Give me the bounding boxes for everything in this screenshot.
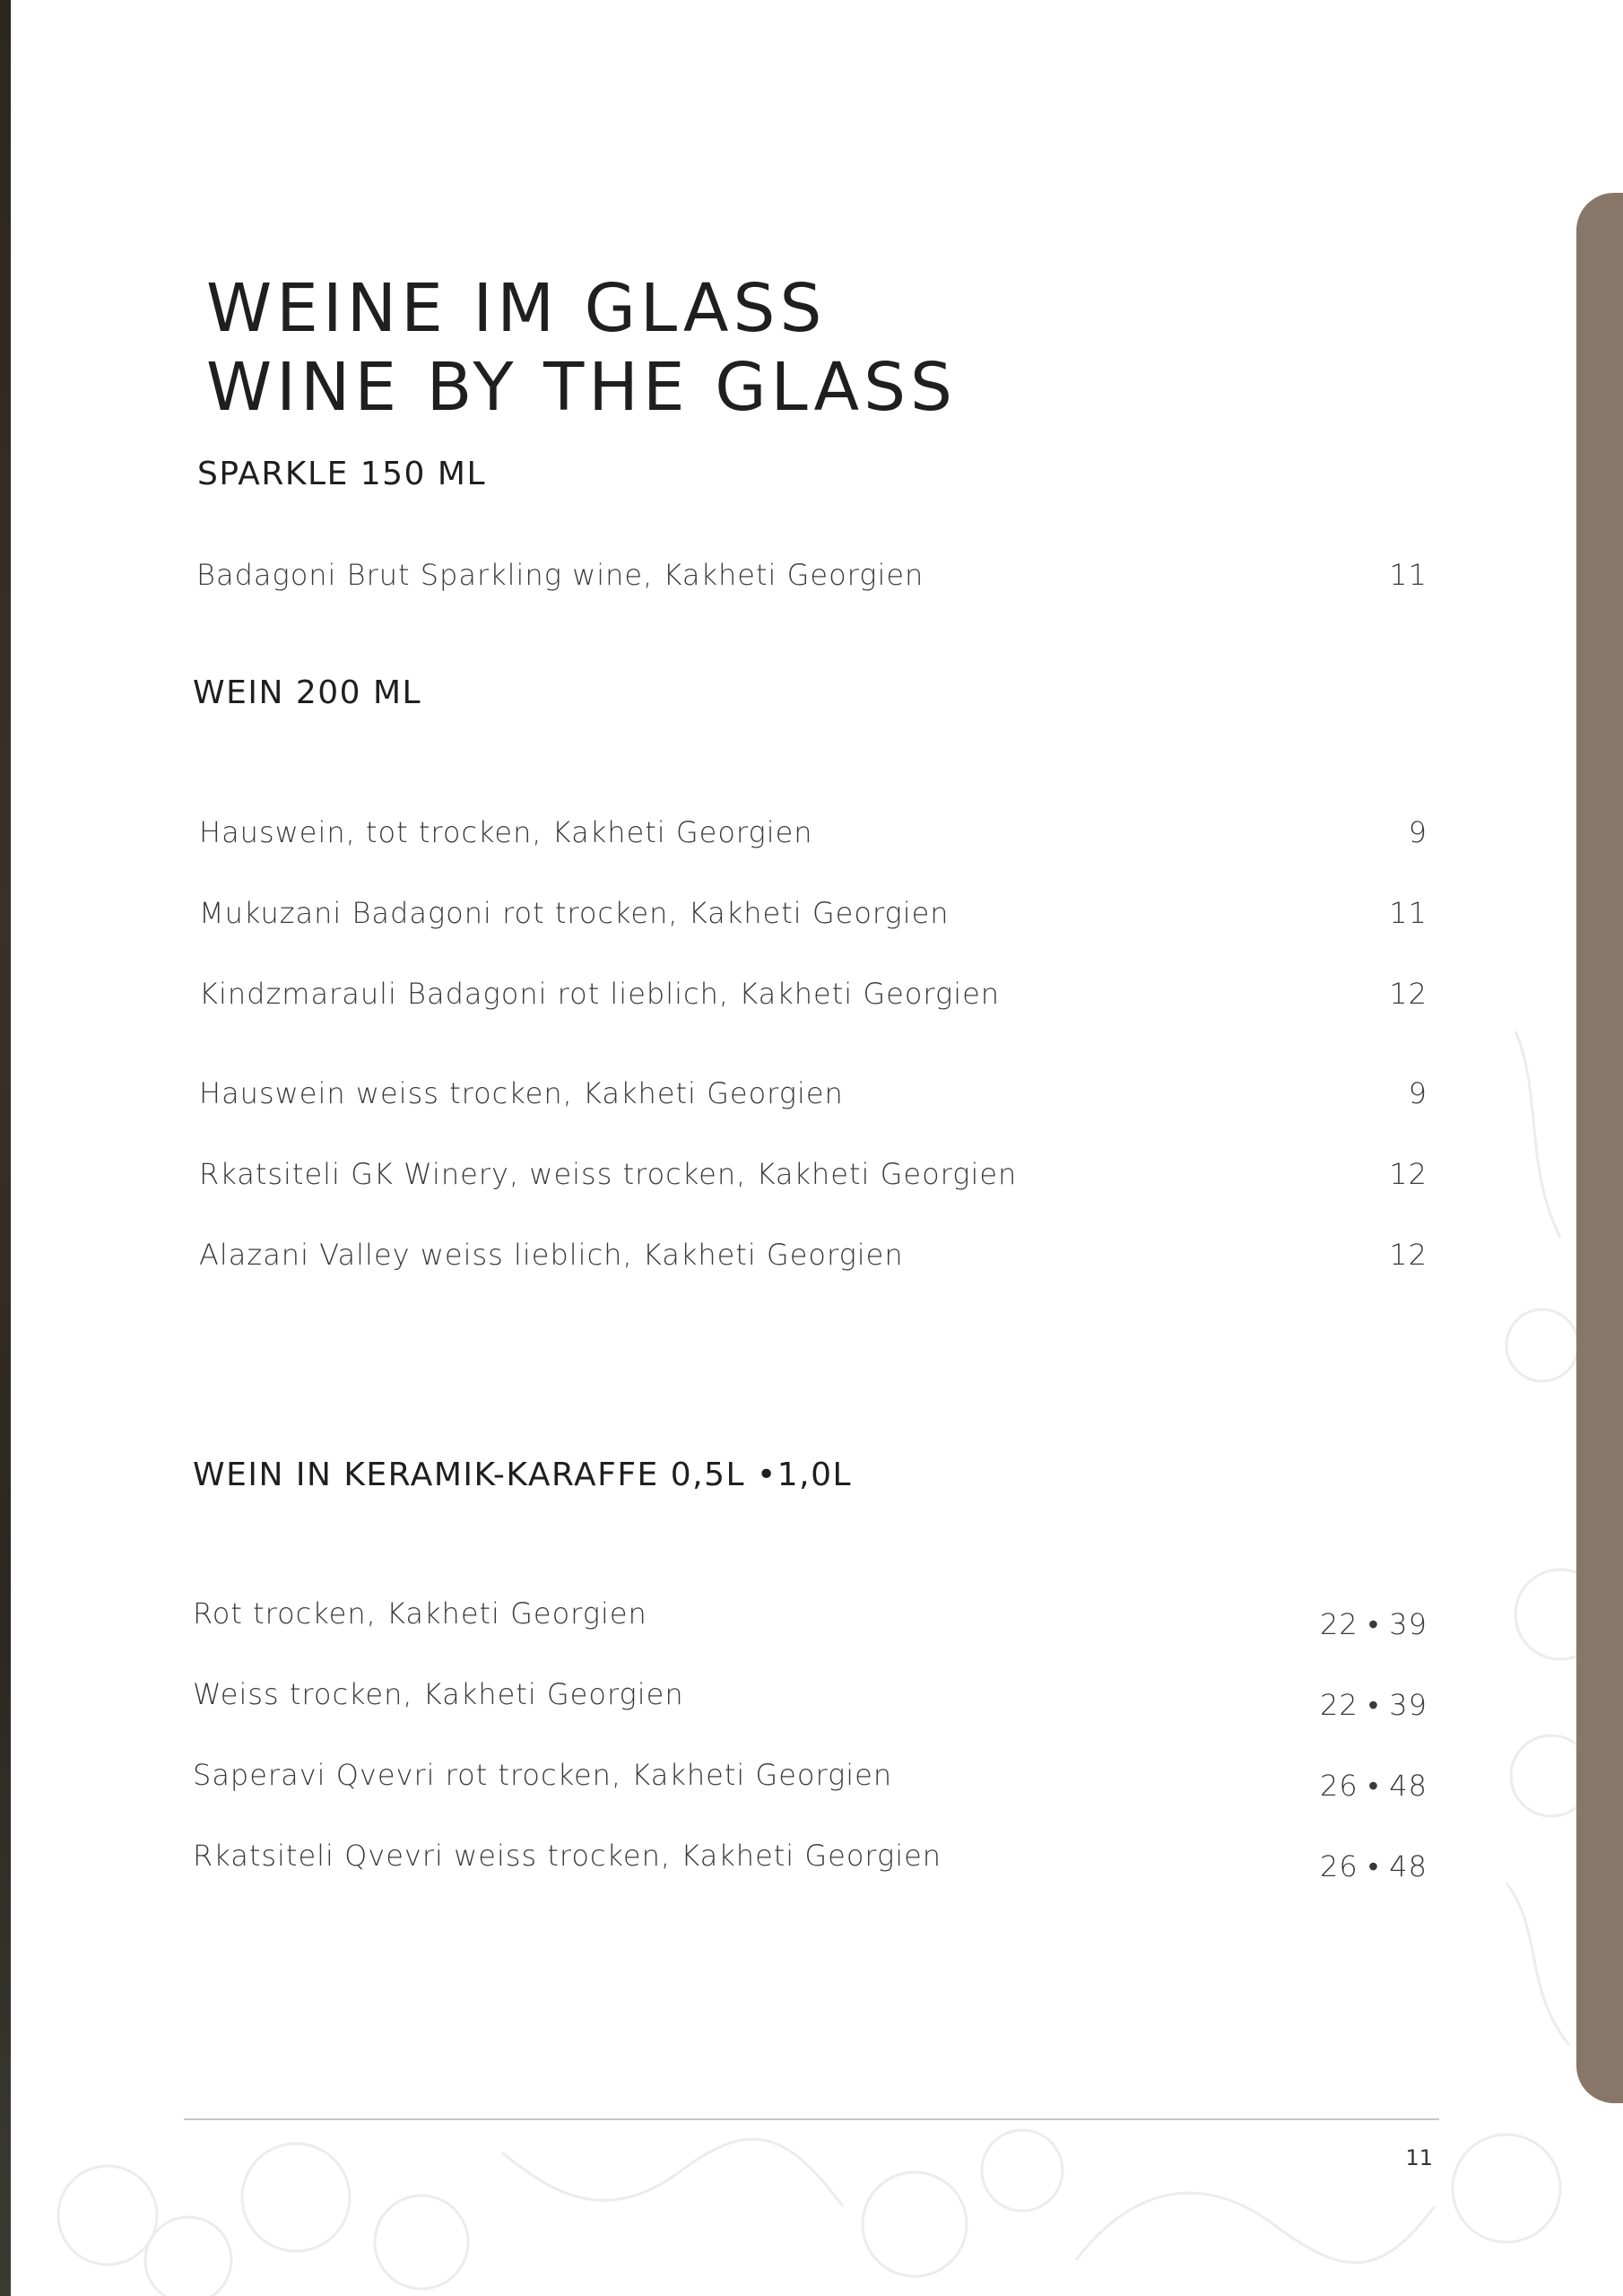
item-price: 26 • 48 <box>1320 1769 1428 1803</box>
menu-item <box>0 815 1623 860</box>
section-heading-wein: WEIN 200 ML <box>193 674 422 711</box>
section-heading-karaffe: WEIN IN KERAMIK-KARAFFE 0,5L •1,0L <box>193 1457 853 1493</box>
item-name: Kindzmarauli Badagoni rot lieblich, Kakheti Georgien <box>199 977 1001 1011</box>
menu-item <box>0 977 1623 1022</box>
item-name: Saperavi Qvevri rot trocken, Kakheti Georgien <box>193 1758 893 1792</box>
menu-item <box>0 1839 1623 1883</box>
item-name: Hauswein, tot trocken, Kakheti Georgien <box>199 815 813 849</box>
title-line-german: WEINE IM GLASS <box>206 270 827 347</box>
item-name: Alazani Valley weiss lieblich, Kakheti Georgien <box>199 1238 904 1272</box>
menu-item <box>0 558 1623 603</box>
menu-item <box>0 1157 1623 1202</box>
item-name: Hauswein weiss trocken, Kakheti Georgien <box>199 1076 844 1110</box>
item-name: Rkatsiteli GK Winery, weiss trocken, Kakheti Georgien <box>199 1157 1018 1191</box>
item-price: 22 • 39 <box>1320 1688 1428 1722</box>
item-price: 11 <box>1389 896 1428 930</box>
item-name: Rkatsiteli Qvevri weiss trocken, Kakheti Georgien <box>193 1839 942 1873</box>
item-price: 26 • 48 <box>1320 1849 1428 1883</box>
item-price: 22 • 39 <box>1320 1607 1428 1641</box>
menu-item <box>0 1758 1623 1803</box>
left-edge-strip <box>0 0 11 2296</box>
section-heading-sparkle: SPARKLE 150 ML <box>197 456 487 492</box>
title-line-english: WINE BY THE GLASS <box>206 349 958 426</box>
item-price: 9 <box>1408 1076 1428 1110</box>
footer-divider <box>184 2118 1439 2120</box>
page-number: 11 <box>1405 2145 1433 2170</box>
item-name: Badagoni Brut Sparkling wine, Kakheti Georgien <box>196 558 924 592</box>
menu-item <box>0 1596 1623 1641</box>
menu-item <box>0 1076 1623 1121</box>
menu-item <box>0 1677 1623 1722</box>
item-name: Weiss trocken, Kakheti Georgien <box>193 1677 684 1711</box>
item-price: 12 <box>1389 1238 1428 1272</box>
page-title <box>206 269 957 427</box>
item-name: Mukuzani Badagoni rot trocken, Kakheti Georgien <box>199 896 950 930</box>
item-price: 12 <box>1389 977 1428 1011</box>
item-price: 11 <box>1389 558 1428 592</box>
side-tab-bar <box>1576 193 1623 2103</box>
menu-item <box>0 896 1623 941</box>
item-name: Rot trocken, Kakheti Georgien <box>193 1596 647 1631</box>
item-price: 9 <box>1408 815 1428 849</box>
menu-item <box>0 1238 1623 1283</box>
item-price: 12 <box>1389 1157 1428 1191</box>
